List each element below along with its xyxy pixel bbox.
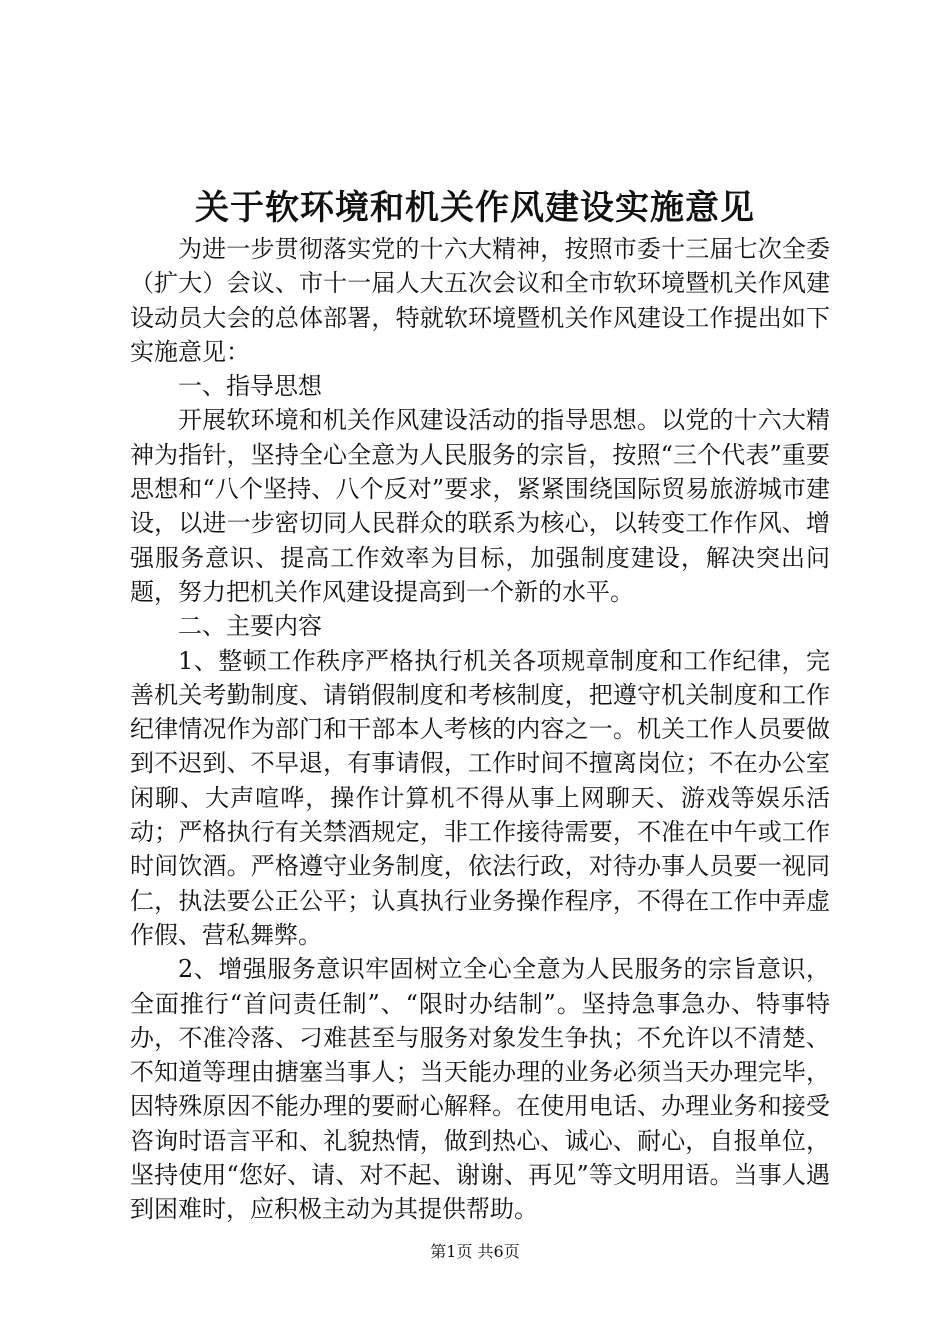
main-content-item-2: 2、增强服务意识牢固树立全心全意为人民服务的宗旨意识，全面推行“首问责任制”、“限时办结制”。坚持急事急办、特事特办，不准冷落、刁难甚至与服务对象发生争执；不允许以不清楚、不知道等理由搪塞当事人；当天能办理的业务必须当天办理完毕，因特殊原因不能办理的要耐心解释。在使用电话、办理业务和接受咨询时语言平和、礼貌热情，做到热心、诚心、耐心，自报单位，坚持使用“您好、请、对不起、谢谢、再见”等文明用语。当事人遇到困难时，应积极主动为其提供帮助。 [130, 955, 830, 1224]
page-number-footer: 第1页 共6页 [430, 1242, 520, 1261]
main-content-item-1: 1、整顿工作秩序严格执行机关各项规章制度和工作纪律，完善机关考勤制度、请销假制度和考核制度，把遵守机关制度和工作纪律情况作为部门和干部本人考核的内容之一。机关工作人员要做到不迟到、不早退，有事请假，工作时间不擅离岗位；不在办公室闲聊、大声喧哗，操作计算机不得从事上网聊天、游戏等娱乐活动；严格执行有关禁酒规定，非工作接待需要，不准在中午或工作时间饮酒。严格遵守业务制度，依法行政，对待办事人员要一视同仁，执法要公正公平；认真执行业务操作程序，不得在工作中弄虚作假、营私舞弊。 [130, 646, 830, 949]
intro-paragraph: 为进一步贯彻落实党的十六大精神，按照市委十三届七次全委（扩大）会议、市十一届人大五次会议和全市软环境暨机关作风建设动员大会的总体部署，特就软环境暨机关作风建设工作提出如下实施意见： [130, 235, 830, 366]
section-heading-main-content: 二、主要内容 [178, 612, 322, 641]
guiding-ideology-paragraph: 开展软环境和机关作风建设活动的指导思想。以党的十六大精神为指针，坚持全心全意为人民服务的宗旨，按照“三个代表”重要思想和“八个坚持、八个反对”要求，紧紧围绕国际贸易旅游城市建设，以进一步密切同人民群众的联系为核心，以转变工作作风、增强服务意识、提高工作效率为目标，加强制度建设，解决突出问题，努力把机关作风建设提高到一个新的水平。 [130, 406, 830, 606]
document-body [130, 232, 830, 1227]
document-title: 关于软环境和机关作风建设实施意见 [195, 188, 755, 228]
section-heading-guiding-ideology: 一、指导思想 [178, 372, 322, 401]
